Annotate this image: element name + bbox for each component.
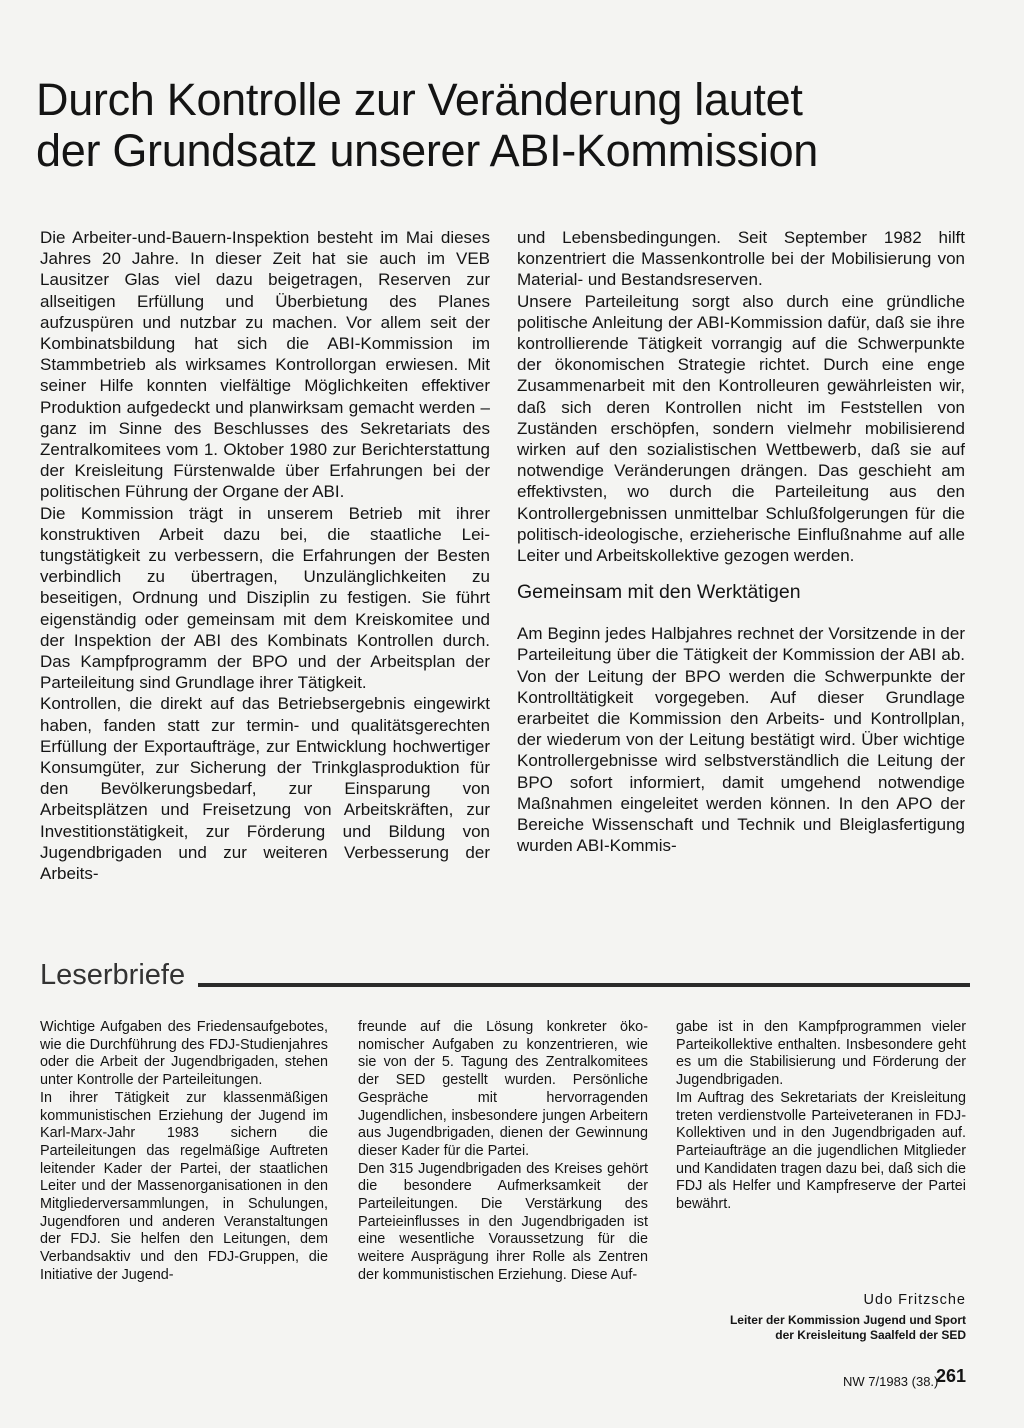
article-subheading: Gemeinsam mit den Werktätigen [517,581,801,604]
signature-role-line2: der Kreisleitung Saalfeld der SED [775,1328,966,1342]
article-paragraph: Am Beginn jedes Halbjahres rechnet der Vorsitzende in der Parteileitung über die Tätigkeit der Kommission der ABI ab. Von der Leitung der BPO werden die Schwerpunkte der Kontrolltätigkeit vorgegeben. Auf dieser Grundlage erarbeitet die Kommission den Arbeits- und Kontrollplan, der wiederum von der Leitung bestätigt wird. Über wichtige Kontrollergebnisse wird selbstverständlich die Leitung der BPO sofort informiert, damit umgehend notwendige Maßnahmen eingeleitet werden können. In den APO der Bereiche Wissenschaft und Technik und Bleiglasfertigung wurden ABI-Kommis- [517,624,965,856]
letter-paragraph: gabe ist in den Kampfprogrammen vieler Parteikollektive enthalten. Insbesondere geht es um die Stabilisierung und Förderung der Jugendbrigaden. [676,1019,966,1089]
signature-name: Udo Fritzsche [863,1292,966,1308]
signature-role [646,1313,966,1343]
article-title-line1: Durch Kontrolle zur Veränderung lautet [36,74,803,125]
letter-paragraph: Im Auftrag des Sekretariats der Kreisleitung treten verdienstvolle Parteiveteranen in FDJ-Kollektiven und in den Jugendbrigaden auf. Parteiaufträge an die jugendlichen Mitglieder und Kandidaten tragen dazu bei, daß sich die FDJ als Helfer und Kampfreserve der Partei bewährt. [676,1089,966,1213]
leserbriefe-heading: Leserbriefe [40,959,186,991]
article-paragraph: Die Kommission trägt in unserem Betrieb mit ihrer konstruktiven Arbeit dazu bei, die staatliche Leitungstätigkeit zu verbessern, die Erfahrungen der Besten verbindlich zu übertragen, Unzulänglichkeiten zu beseitigen, Ordnung und Disziplin zu festigen. Sie führt eigenständig oder gemeinsam mit dem Kreiskomitee und der Inspektion der ABI des Kombinats Kontrollen durch. Das Kampfprogramm der BPO und der Arbeitsplan der Parteileitung sind Grundlage ihrer Tätigkeit. [40,503,490,693]
letter-paragraph: Wichtige Aufgaben des Friedensaufgebotes, wie die Durchführung des FDJ-Studienjahres oder die Arbeit der Jugendbrigaden, stehen unter Kontrolle der Parteileitungen. [40,1019,328,1089]
page-number: 261 [936,1366,967,1386]
issue-label: NW 7/1983 (38.) [843,1374,939,1389]
article-column-left [40,227,490,884]
article-paragraph: Die Arbeiter-und-Bauern-Inspektion besteht im Mai dieses Jahres 20 Jahre. In dieser Zeit hat sie auch im VEB Lausitzer Glas viel dazu beigetragen, Reserven zur allseitigen Erfüllung und Überbietung des Planes aufzuspüren und nutzbar zu machen. Vor allem seit der Kombinatsbildung hat sich die ABI-Kommission im Stammbetrieb als wirksames Kontrollorgan erwiesen. Mit seiner Hilfe konnten vielfältige Möglichkeiten effektiver Produktion aufgedeckt und planwirksam gemacht werden – ganz im Sinne des Beschlusses des Sekretariats des Zentralkomitees vom 1. Oktober 1980 zur Berichterstattung der Kreisleitung Fürstenwalde über Erfahrungen bei der politischen Führung der Organe der ABI. [40,228,490,502]
signature-role-line1: Leiter der Kommission Jugend und Sport [729,1313,966,1327]
letter-paragraph: freunde auf die Lösung konkreter ökonomischer Aufgaben zu konzentrieren, wie sie von der 5. Tagung des Zentralkomitees der SED gestellt wurden. Persönliche Gespräche mit hervorragenden Jugendlichen, insbesondere jungen Arbeitern aus Jugendbrigaden, dienen der Gewinnung dieser Kader für die Partei. [358,1019,648,1159]
leserbriefe-column-2 [358,1019,648,1285]
article-title-line2: der Grundsatz unserer ABI-Kommission [36,125,819,176]
article-title [36,74,996,176]
leserbriefe-column-3 [676,1019,966,1214]
article-paragraph: Kontrollen, die direkt auf das Betriebsergebnis eingewirkt haben, fanden statt zur termin- und qualitätsgerechten Erfüllung der Exportaufträge, zur Entwicklung hochwertiger Konsumgüter, zur Sicherung der Trinkglasproduktion für den Bevölkerungsbedarf, zur Einsparung von Arbeitsplätzen und Freisetzung von Arbeitskräften, zur Investitionstätigkeit, zur Förderung und Bildung von Jugendbrigaden und zur weiteren Verbesserung der Arbeits- [40,694,490,884]
leserbriefe-column-1 [40,1019,328,1285]
article-paragraph: Unsere Parteileitung sorgt also durch eine gründliche politische Anleitung der ABI-Kommission dafür, daß sie ihre kontrollierende Tätigkeit vorrangig auf die Schwerpunkte der ökonomischen Strategie richtet. Durch eine enge Zusammenarbeit mit den Kontrolleuren gewährleisten wir, daß sich deren Kontrollen nicht im Feststellen von Zuständen erschöpfen, sondern vielmehr mobilisierend wirken auf den sozialistischen Wettbewerb, daß sie auf notwendige Veränderungen drängen. Das geschieht am effektivsten, wo durch die Parteileitung aus den Kontrollergebnissen unmittelbar Schlußfolgerungen für die politisch-ideologische, erzieherische Einflußnahme auf alle Leiter und Arbeitskollektive gezogen werden. [517,291,965,566]
letter-paragraph: In ihrer Tätigkeit zur klassenmäßigen kommunistischen Erziehung der Jugend im Karl-Marx-Jahr 1983 sichern die Parteileitungen das regelmäßige Auftreten leitender Kader der Partei, der staatlichen Leiter und der Massenorganisationen in den Mitgliederversammlungen, in Schulungen, Jugendforen und anderen Veranstaltungen der FDJ. Sie helfen den Leitungen, dem Verbandsaktiv und den FDJ-Gruppen, die Initiative der Jugend- [40,1089,328,1283]
section-divider-rule [198,983,970,987]
letter-paragraph: Den 315 Jugendbrigaden des Kreises gehört die besondere Aufmerksamkeit der Parteileitungen. Die Verstärkung des Parteieinflusses in den Jugendbrigaden ist eine wesentliche Voraussetzung für die weitere Ausprägung ihrer Rolle als Zentren der kommunistischen Erziehung. Diese Auf- [358,1160,648,1283]
article-paragraph: und Lebensbedingungen. Seit September 1982 hilft konzentriert die Massenkontrolle bei der Mobilisierung von Material- und Bestandsreserven. [517,228,965,290]
article-column-right [517,227,965,856]
leserbriefe-header [40,958,970,994]
